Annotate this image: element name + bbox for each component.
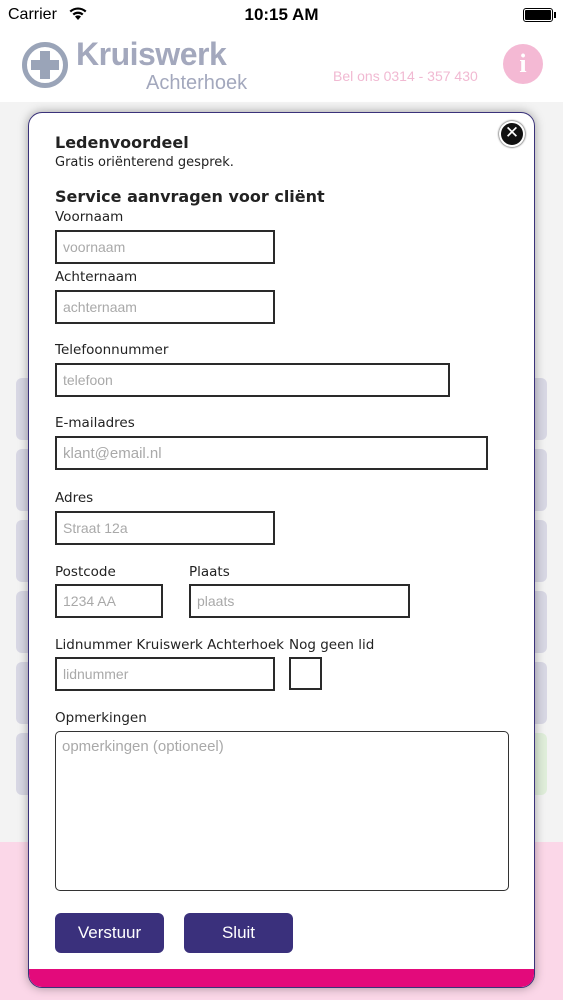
logo-subtitle: Achterhoek xyxy=(146,72,248,94)
site-header xyxy=(0,30,563,102)
modal-accent-bar xyxy=(29,969,534,987)
postcode-label: Postcode xyxy=(55,564,116,580)
lidnummer-input[interactable] xyxy=(55,657,275,691)
opmerkingen-textarea[interactable] xyxy=(55,731,509,891)
battery-icon xyxy=(523,8,553,22)
status-bar xyxy=(0,0,563,30)
telefoon-label: Telefoonnummer xyxy=(55,342,169,358)
modal-subtitle: Gratis oriënterend gesprek. xyxy=(55,155,234,170)
email-label: E-mailadres xyxy=(55,415,135,431)
geen-lid-checkbox[interactable] xyxy=(289,657,322,690)
clock: 10:15 AM xyxy=(244,5,319,24)
cross-logo-icon xyxy=(22,42,68,88)
email-input[interactable] xyxy=(55,436,488,470)
logo-title: Kruiswerk xyxy=(76,36,227,72)
achternaam-input[interactable] xyxy=(55,290,275,324)
adres-input[interactable] xyxy=(55,511,275,545)
plaats-input[interactable] xyxy=(189,584,410,618)
section-title: Service aanvragen voor cliënt xyxy=(55,187,325,206)
submit-button[interactable]: Verstuur xyxy=(55,913,164,953)
adres-label: Adres xyxy=(55,490,94,506)
carrier-label: Carrier xyxy=(8,6,57,23)
service-request-modal xyxy=(28,112,535,988)
telefoon-input[interactable] xyxy=(55,363,450,397)
postcode-input[interactable] xyxy=(55,584,163,618)
voornaam-input[interactable] xyxy=(55,230,275,264)
achternaam-label: Achternaam xyxy=(55,269,138,285)
phone-link[interactable]: Bel ons 0314 - 357 430 xyxy=(333,68,478,84)
geen-lid-label: Nog geen lid xyxy=(289,637,375,653)
opmerkingen-label: Opmerkingen xyxy=(55,710,147,726)
info-icon[interactable]: i xyxy=(503,44,543,84)
close-button[interactable]: Sluit xyxy=(184,913,293,953)
modal-title: Ledenvoordeel xyxy=(55,133,189,152)
lidnummer-label: Lidnummer Kruiswerk Achterhoek xyxy=(55,637,284,653)
voornaam-label: Voornaam xyxy=(55,209,124,225)
close-icon[interactable]: ✕ xyxy=(499,121,525,147)
plaats-label: Plaats xyxy=(189,564,230,580)
